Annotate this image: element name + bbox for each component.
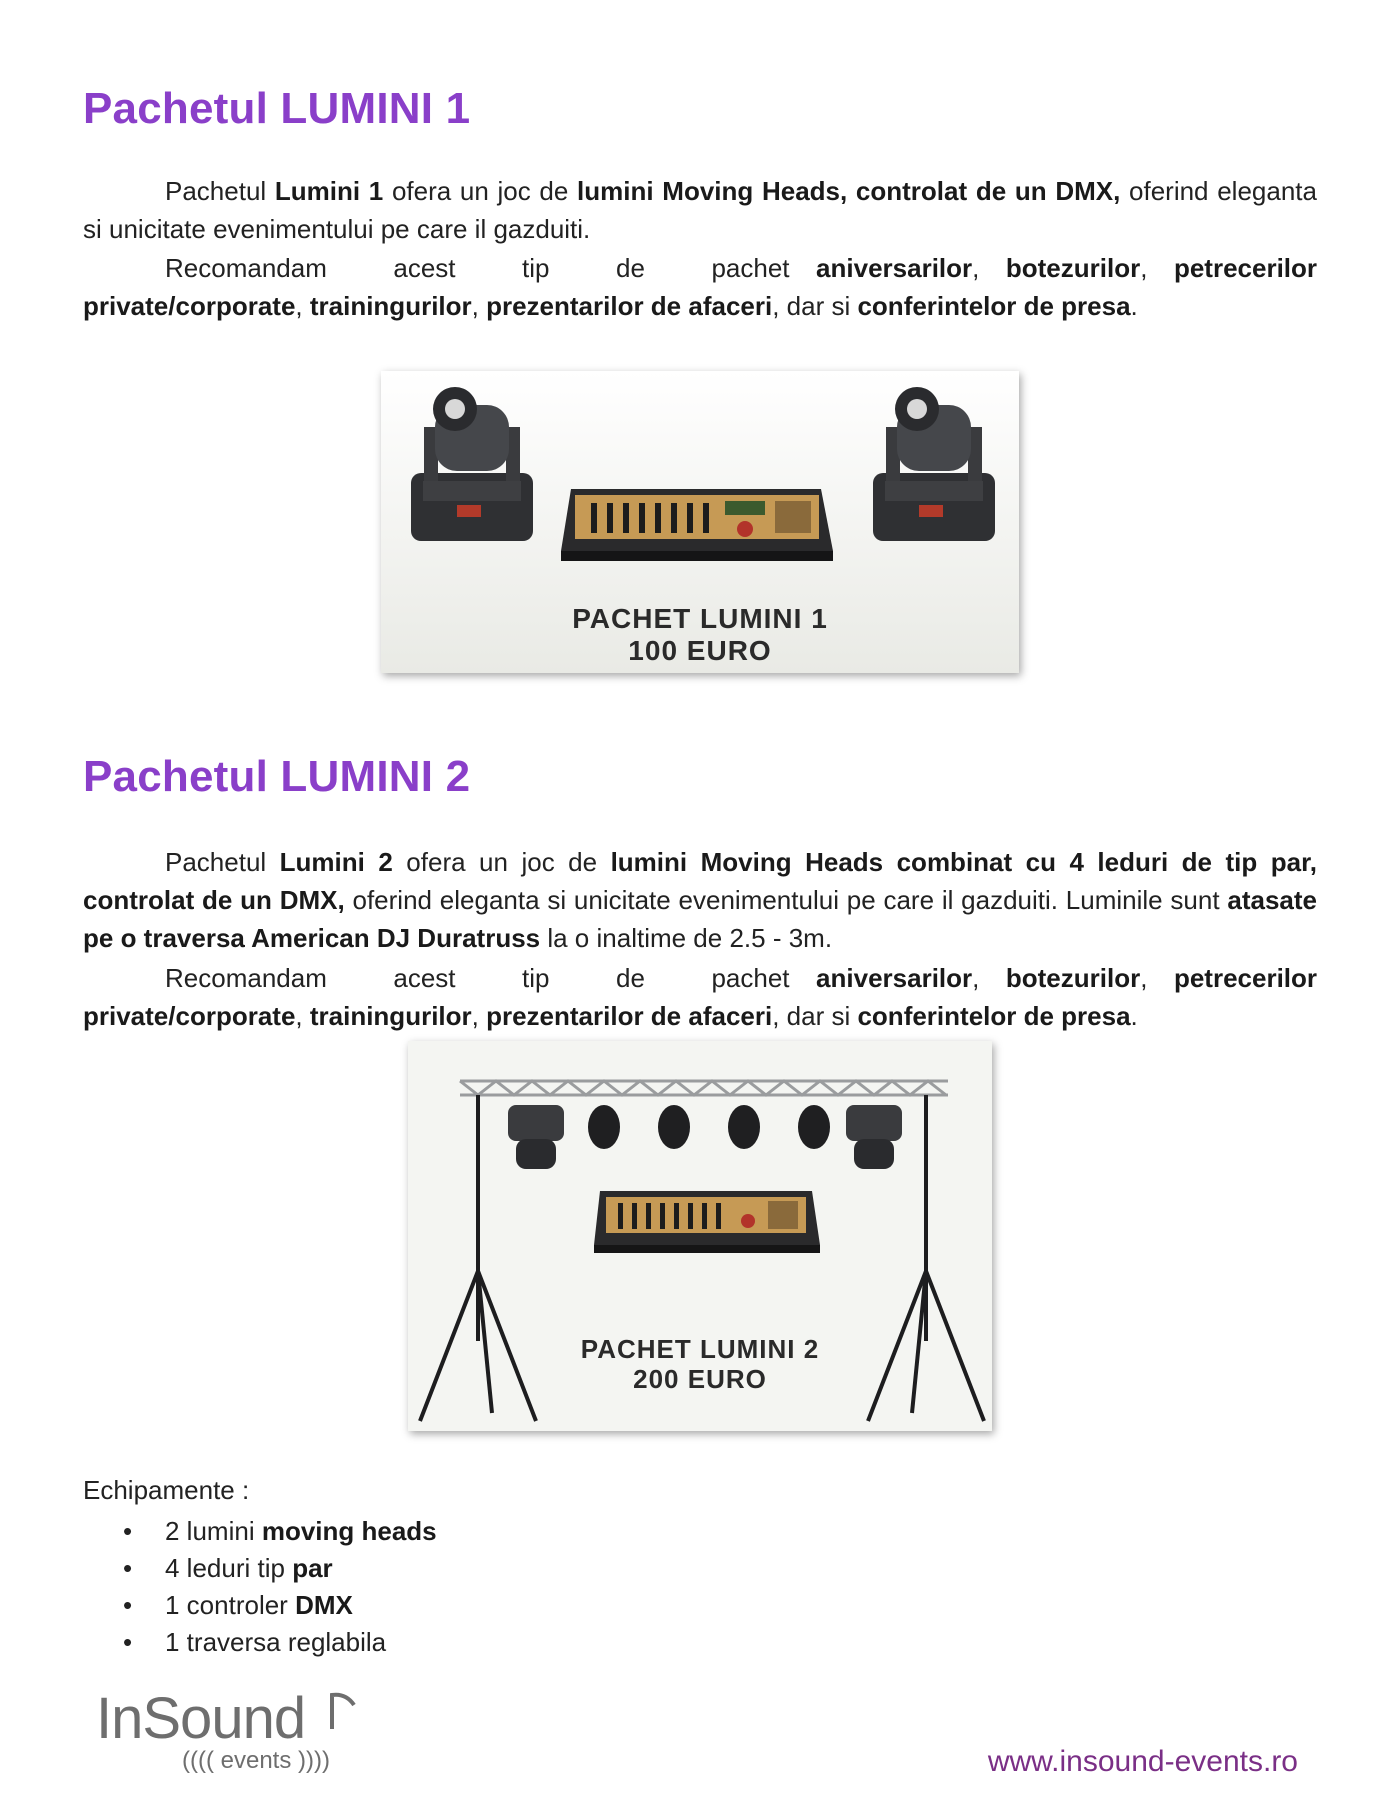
package1-caption-price: 100 EURO [628, 635, 772, 666]
package1-caption-title: PACHET LUMINI 1 [572, 603, 828, 634]
package2-caption-title: PACHET LUMINI 2 [580, 1334, 820, 1364]
website-url: www.insound-events.ro [987, 1745, 1298, 1778]
music-note-icon [328, 1689, 358, 1733]
package2-caption-price: 200 EURO [633, 1364, 767, 1394]
list-item: • 4 leduri tip par [83, 1550, 437, 1587]
section1-paragraph1: Pachetul Lumini 1 ofera un joc de lumini Moving Heads, controlat de un DMX, oferind eleganta si unicitate evenimentului pe care il gazduiti. [83, 176, 1317, 244]
logo-subtext: (((( events )))) [182, 1747, 330, 1774]
package2-image [408, 1041, 992, 1431]
section2-title: Pachetul LUMINI 2 [83, 752, 471, 801]
list-item: • 1 traversa reglabila [83, 1624, 437, 1661]
dmx-controller-2 [594, 1191, 820, 1253]
list-item: • 1 controler DMX [83, 1587, 437, 1624]
equipment-list [83, 1513, 437, 1661]
list-item: • 2 lumini moving heads [83, 1513, 437, 1550]
section2-paragraph1: Pachetul Lumini 2 ofera un joc de lumini Moving Heads combinat cu 4 leduri de tip par, controlat de un DMX, oferind eleganta si unicitate evenimentului pe care il gazduiti. Luminile sunt atasate pe o traversa American DJ Duratruss la o inaltime de 2.5 - 3m. [83, 847, 1317, 953]
section2-paragraph2: Recomandam acest tip de pachet aniversarilor, botezurilor, petrecerilor private/corporate, trainingurilor, prezentarilor de afaceri, dar si conferintelor de presa. [83, 963, 1318, 1031]
package1-image [381, 371, 1019, 673]
equipment-label: Echipamente : [83, 1475, 250, 1505]
logo-text: InSound [96, 1686, 306, 1751]
section1-title: Pachetul LUMINI 1 [83, 84, 471, 133]
section1-paragraph2: Recomandam acest tip de pachet aniversarilor, botezurilor, petrecerilor private/corporate, trainingurilor, prezentarilor de afaceri, dar si conferintelor de presa. [83, 253, 1318, 321]
insound-logo [96, 1685, 356, 1785]
dmx-controller [561, 489, 833, 561]
